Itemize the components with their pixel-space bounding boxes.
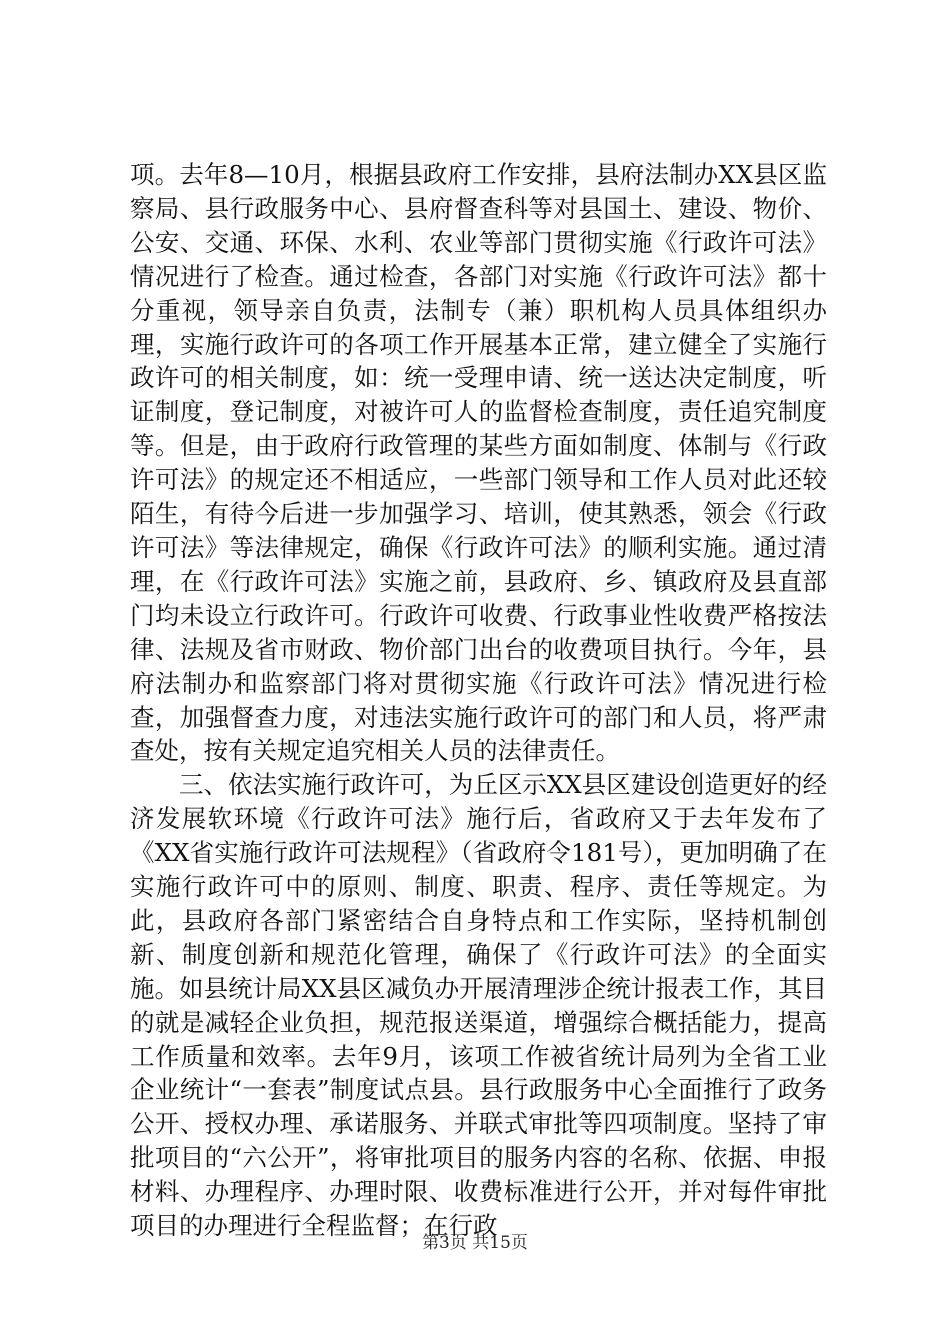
paragraph-section-three: 三、依法实施行政许可，为丘区示XX县区建设创造更好的经济发展软环境《行政许可法》施行后，省政府又于去年发布了《XX省实施行政许可法规程》（省政府令181号），更加明确了在实施行政许可中的原则、制度、职责、程序、责任等规定。为此，县政府各部门紧密结合自身特点和工作实际，坚持机制创新、制度创新和规范化管理，确保了《行政许可法》的全面实施。如县统计局XX县区减负办开展清理涉企统计报表工作，其目的就是减轻企业负担，规范报送渠道，增强综合概括能力，提高工作质量和效率。去年9月，该项工作被省统计局列为全省工业企业统计“一套表”制度试点县。县行政服务中心全面推行了政务公开、授权办理、承诺服务、并联式审批等四项制度。坚持了审批项目的“六公开”，将审批项目的服务内容的名称、依据、申报材料、办理程序、办理时限、收费标准进行公开，并对每件审批项目的办理进行全程监督；在行政 [130, 770, 827, 1241]
page-footer [0, 1233, 950, 1253]
paragraph-inspection-report: 项。去年8—10月，根据县政府工作安排，县府法制办XX县区监察局、县行政服务中心、县府督查科等对县国土、建设、物价、公安、交通、环保、水利、农业等部门贯彻实施《行政许可法》情况进行了检查。通过检查，各部门对实施《行政许可法》都十分重视，领导亲自负责，法制专（兼）职机构人员具体组织办理，实施行政许可的各项工作开展基本正常，建立健全了实施行政许可的相关制度，如：统一受理申请、统一送达决定制度，听证制度，登记制度，对被许可人的监督检查制度，责任追究制度等。但是，由于政府行政管理的某些方面如制度、体制与《行政许可法》的规定还不相适应，一些部门领导和工作人员对此还较陌生，有待今后进一步加强学习、培训，使其熟悉，领会《行政许可法》等法律规定，确保《行政许可法》的顺利实施。通过清理，在《行政许可法》实施之前，县政府、乡、镇政府及县直部门均未设立行政许可。行政许可收费、行政事业性收费严格按法律、法规及省市财政、物价部门出台的收费项目执行。今年，县府法制办和监察部门将对贯彻实施《行政许可法》情况进行检查，加强督查力度，对违法实施行政许可的部门和人员，将严肃查处，按有关规定追究相关人员的法律责任。 [130, 160, 827, 766]
document-body [130, 158, 827, 1243]
page-number: 第3页 共15页 [422, 1233, 528, 1253]
